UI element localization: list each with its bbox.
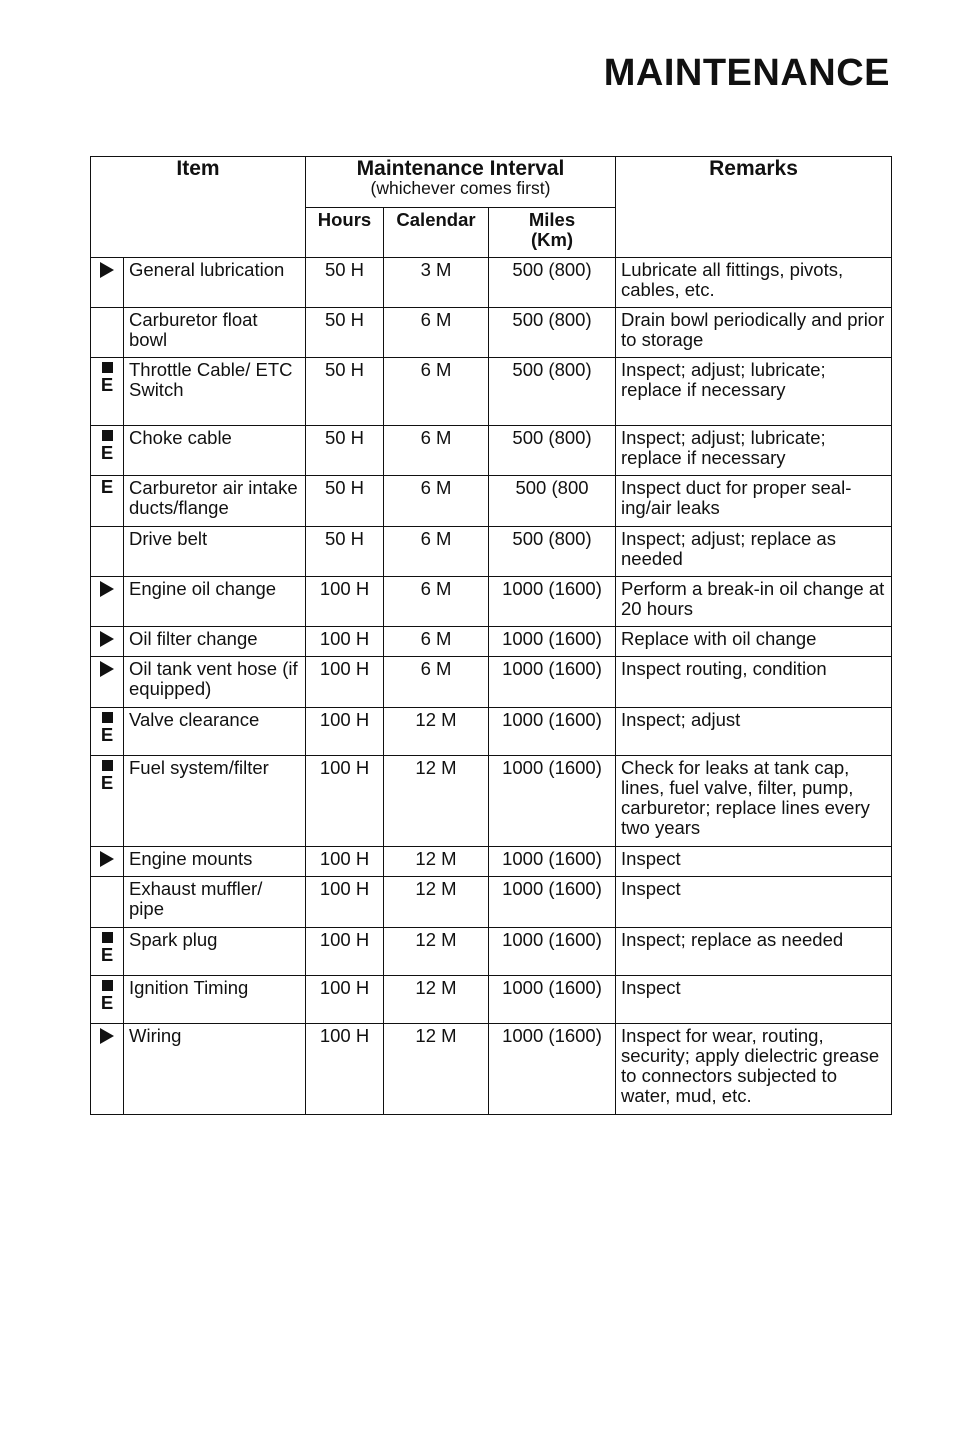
row-remarks: Check for leaks at tank cap, lines, fuel valve, filter, pump, carburetor; replace lines every two years	[616, 756, 892, 847]
row-symbol	[91, 1024, 124, 1115]
row-symbol	[91, 258, 124, 308]
row-remarks: Inspect; replace as needed	[616, 928, 892, 976]
row-miles: 1000 (1600)	[489, 708, 616, 756]
square-icon	[102, 430, 113, 441]
header-remarks-label: Remarks	[709, 157, 798, 180]
row-miles: 1000 (1600)	[489, 928, 616, 976]
row-item: Exhaust muffler/ pipe	[124, 877, 306, 928]
maintenance-rows	[91, 258, 892, 1115]
row-miles: 1000 (1600)	[489, 577, 616, 627]
row-hours: 100 H	[306, 657, 384, 708]
row-symbol	[91, 308, 124, 358]
header-remarks	[616, 157, 892, 258]
row-symbol	[91, 756, 124, 847]
row-remarks: Inspect	[616, 877, 892, 928]
row-remarks: Inspect; adjust; lubricate; replace if necessary	[616, 426, 892, 476]
row-symbol	[91, 847, 124, 877]
header-interval-label: Maintenance Interval	[356, 157, 565, 180]
emission-mark: E	[100, 442, 114, 463]
row-remarks: Inspect routing, condition	[616, 657, 892, 708]
page-title: MAINTENANCE	[603, 52, 890, 94]
table-row	[91, 577, 892, 627]
row-remarks: Inspect; adjust; replace as needed	[616, 527, 892, 577]
row-calendar: 12 M	[384, 756, 489, 847]
table-row	[91, 877, 892, 928]
row-hours: 100 H	[306, 877, 384, 928]
header-calendar: Calendar	[384, 208, 489, 258]
emission-mark: E	[100, 944, 114, 965]
row-item: Carburetor air intake ducts/flange	[124, 476, 306, 527]
row-hours: 50 H	[306, 358, 384, 426]
row-hours: 100 H	[306, 756, 384, 847]
table-row	[91, 928, 892, 976]
row-hours: 100 H	[306, 928, 384, 976]
row-remarks: Inspect	[616, 976, 892, 1024]
triangle-icon	[100, 262, 114, 278]
row-item: Fuel system/filter	[124, 756, 306, 847]
triangle-icon	[100, 851, 114, 867]
row-hours: 100 H	[306, 708, 384, 756]
table-row	[91, 847, 892, 877]
row-miles: 1000 (1600)	[489, 1024, 616, 1115]
row-hours: 50 H	[306, 308, 384, 358]
triangle-icon	[100, 581, 114, 597]
row-miles: 1000 (1600)	[489, 847, 616, 877]
table-row	[91, 976, 892, 1024]
row-calendar: 12 M	[384, 976, 489, 1024]
row-hours: 100 H	[306, 577, 384, 627]
row-remarks: Inspect; adjust; lubricate; replace if necessary	[616, 358, 892, 426]
row-remarks: Inspect; adjust	[616, 708, 892, 756]
row-calendar: 6 M	[384, 627, 489, 657]
row-item: Engine mounts	[124, 847, 306, 877]
emission-mark: E	[100, 992, 114, 1013]
row-miles: 500 (800)	[489, 426, 616, 476]
row-calendar: 6 M	[384, 358, 489, 426]
row-remarks: Replace with oil change	[616, 627, 892, 657]
row-calendar: 6 M	[384, 657, 489, 708]
maintenance-table	[90, 156, 892, 1115]
table-row	[91, 476, 892, 527]
header-miles	[489, 208, 616, 258]
row-symbol	[91, 358, 124, 426]
row-miles: 1000 (1600)	[489, 877, 616, 928]
row-symbol	[91, 627, 124, 657]
header-interval	[306, 157, 616, 208]
row-symbol	[91, 657, 124, 708]
row-symbol	[91, 527, 124, 577]
row-miles: 500 (800)	[489, 258, 616, 308]
row-calendar: 12 M	[384, 847, 489, 877]
row-hours: 50 H	[306, 476, 384, 527]
table-row	[91, 358, 892, 426]
row-remarks: Perform a break-in oil change at 20 hours	[616, 577, 892, 627]
row-item: Valve clearance	[124, 708, 306, 756]
header-miles-label: Miles	[528, 209, 576, 230]
row-remarks: Inspect duct for proper seal-ing/air leaks	[616, 476, 892, 527]
emission-mark: E	[100, 772, 114, 793]
row-miles: 1000 (1600)	[489, 627, 616, 657]
emission-mark: E	[100, 724, 114, 745]
square-icon	[102, 712, 113, 723]
row-symbol	[91, 928, 124, 976]
row-item: Carburetor float bowl	[124, 308, 306, 358]
row-hours: 100 H	[306, 627, 384, 657]
row-calendar: 12 M	[384, 877, 489, 928]
row-item: Spark plug	[124, 928, 306, 976]
table-row	[91, 426, 892, 476]
row-remarks: Drain bowl periodically and prior to storage	[616, 308, 892, 358]
row-symbol	[91, 426, 124, 476]
triangle-icon	[100, 631, 114, 647]
triangle-icon	[100, 1028, 114, 1044]
row-item: Wiring	[124, 1024, 306, 1115]
table-row	[91, 1024, 892, 1115]
header-hours: Hours	[306, 208, 384, 258]
row-remarks: Lubricate all fittings, pivots, cables, etc.	[616, 258, 892, 308]
row-calendar: 6 M	[384, 426, 489, 476]
square-icon	[102, 760, 113, 771]
row-item: Choke cable	[124, 426, 306, 476]
square-icon	[102, 362, 113, 373]
row-item: Oil tank vent hose (if equipped)	[124, 657, 306, 708]
row-miles: 1000 (1600)	[489, 657, 616, 708]
row-item: Throttle Cable/ ETC Switch	[124, 358, 306, 426]
table-row	[91, 258, 892, 308]
header-item-label: Item	[176, 157, 220, 180]
row-symbol	[91, 577, 124, 627]
row-miles: 500 (800)	[489, 358, 616, 426]
row-item: Oil filter change	[124, 627, 306, 657]
emission-mark: E	[100, 476, 114, 497]
emission-mark: E	[100, 374, 114, 395]
row-symbol	[91, 476, 124, 527]
row-calendar: 6 M	[384, 476, 489, 527]
row-item: General lubrication	[124, 258, 306, 308]
row-miles: 500 (800)	[489, 308, 616, 358]
row-miles: 500 (800)	[489, 527, 616, 577]
row-hours: 50 H	[306, 258, 384, 308]
row-hours: 50 H	[306, 426, 384, 476]
table-row	[91, 708, 892, 756]
row-calendar: 3 M	[384, 258, 489, 308]
row-calendar: 12 M	[384, 708, 489, 756]
square-icon	[102, 932, 113, 943]
table-row	[91, 627, 892, 657]
row-item: Ignition Timing	[124, 976, 306, 1024]
row-calendar: 6 M	[384, 308, 489, 358]
table-row	[91, 308, 892, 358]
row-item: Engine oil change	[124, 577, 306, 627]
triangle-icon	[100, 661, 114, 677]
row-hours: 100 H	[306, 1024, 384, 1115]
row-calendar: 12 M	[384, 1024, 489, 1115]
header-km-label: (Km)	[530, 229, 574, 250]
row-remarks: Inspect for wear, routing, security; apply dielectric grease to connectors subjected to water, mud, etc.	[616, 1024, 892, 1115]
row-miles: 500 (800	[489, 476, 616, 527]
table-row	[91, 756, 892, 847]
header-interval-note: (whichever comes first)	[370, 178, 551, 198]
header-item	[91, 157, 306, 258]
table-row	[91, 527, 892, 577]
row-miles: 1000 (1600)	[489, 756, 616, 847]
row-miles: 1000 (1600)	[489, 976, 616, 1024]
row-hours: 100 H	[306, 847, 384, 877]
row-hours: 100 H	[306, 976, 384, 1024]
row-calendar: 12 M	[384, 928, 489, 976]
square-icon	[102, 980, 113, 991]
row-item: Drive belt	[124, 527, 306, 577]
table-row	[91, 657, 892, 708]
row-remarks: Inspect	[616, 847, 892, 877]
row-symbol	[91, 708, 124, 756]
row-symbol	[91, 976, 124, 1024]
row-symbol	[91, 877, 124, 928]
row-calendar: 6 M	[384, 577, 489, 627]
row-hours: 50 H	[306, 527, 384, 577]
row-calendar: 6 M	[384, 527, 489, 577]
